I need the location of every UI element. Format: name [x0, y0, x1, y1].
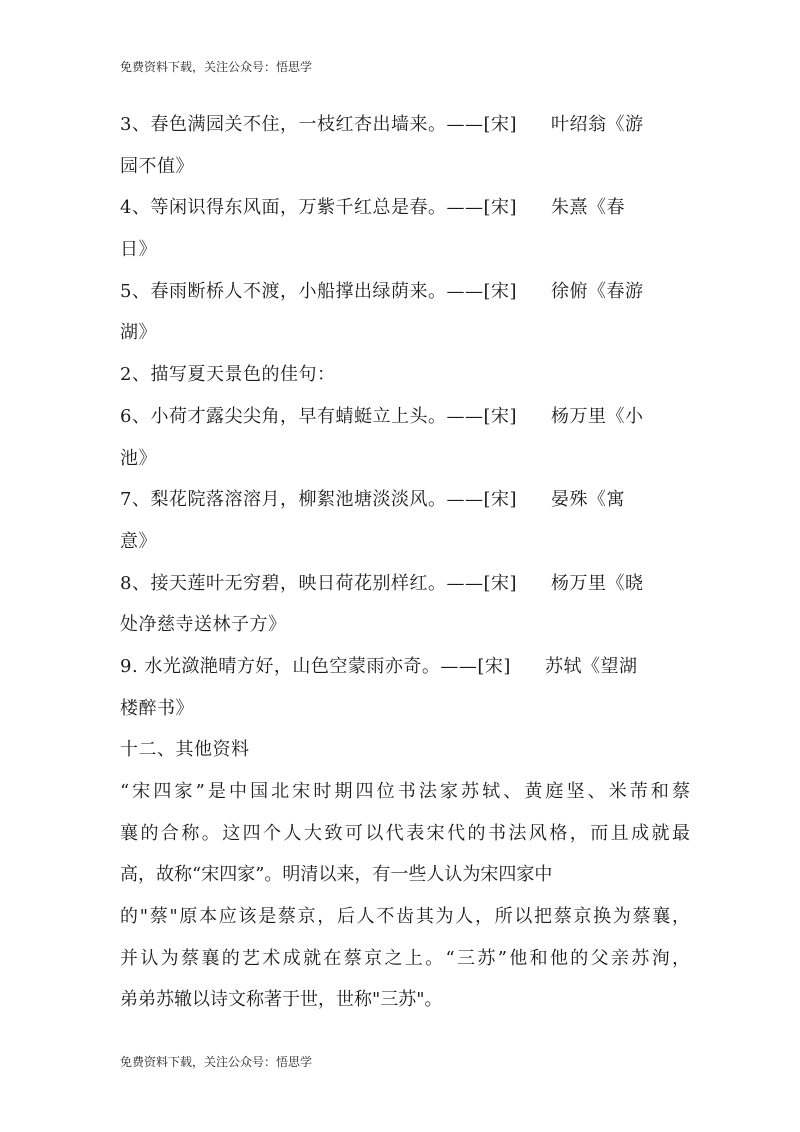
poem-line: [120, 563, 690, 605]
section-heading: 十二、其他资料: [120, 739, 250, 761]
poem-source: 徐俯《春游: [551, 280, 644, 302]
poem-line-continuation: 处净慈寺送林子方》: [120, 614, 287, 636]
poem-line-continuation: 楼醉书》: [120, 697, 194, 719]
paragraph-line: 高，故称“宋四家”。明清以来，有一些人认为宋四家中: [120, 864, 553, 886]
poem-text: 8、接天莲叶无穷碧，映日荷花别样红。——[宋]: [120, 572, 517, 594]
poem-source: 苏轼《望湖: [544, 655, 638, 677]
poem-source: 杨万里《晓: [551, 572, 644, 594]
paragraph-line: 襄的合称。这四个人大致可以代表宋代的书法风格，而且成就最: [120, 822, 690, 844]
poem-text: 4、等闲识得东风面，万紫千红总是春。——[宋]: [120, 197, 517, 219]
poem-text: 6、小荷才露尖尖角，早有蜻蜓立上头。——[宋]: [120, 405, 517, 427]
poem-line: [120, 104, 690, 146]
poem-source: 朱熹《春: [551, 197, 625, 219]
poem-line-continuation: 日》: [120, 239, 157, 261]
poem-line-continuation: 湖》: [120, 322, 157, 344]
poem-line: [120, 271, 690, 313]
paragraph-line: “宋四家”是中国北宋时期四位书法家苏轼、黄庭坚、米芾和蔡: [120, 781, 690, 802]
poem-line: [120, 396, 690, 438]
poem-line: [120, 187, 690, 229]
poem-line-continuation: 意》: [120, 530, 157, 552]
document-body: [120, 104, 690, 1021]
page-footer: 免费资料下载，关注公众号：悟思学: [120, 1055, 313, 1069]
poem-text: 5、春雨断桥人不渡，小船撑出绿荫来。——[宋]: [120, 280, 517, 302]
poem-source: 晏殊《寓: [551, 489, 625, 511]
section-subheading: 2、描写夏天景色的佳句：: [120, 364, 336, 386]
poem-source: 叶绍翁《游: [551, 114, 644, 135]
poem-text: 9. 水光潋滟晴方好，山色空蒙雨亦奇。——[宋]: [120, 655, 511, 677]
poem-line: [120, 646, 690, 688]
page-header: 免费资料下载，关注公众号：悟思学: [120, 60, 313, 74]
poem-text: 3、春色满园关不住，一枝红杏出墙来。——[宋]: [120, 114, 517, 135]
poem-source: 杨万里《小: [551, 405, 644, 427]
paragraph-line: 并认为蔡襄的艺术成就在蔡京之上。“三苏”他和他的父亲苏洵，: [120, 947, 690, 969]
poem-line: [120, 479, 690, 521]
poem-line-continuation: 池》: [120, 447, 157, 469]
paragraph-line: 的"蔡"原本应该是蔡京，后人不齿其为人，所以把蔡京换为蔡襄，: [120, 906, 690, 928]
poem-line-continuation: 园不值》: [120, 155, 194, 177]
poem-text: 7、梨花院落溶溶月，柳絮池塘淡淡风。——[宋]: [120, 489, 517, 511]
paragraph-line: 弟弟苏辙以诗文称著于世，世称"三苏"。: [120, 989, 443, 1011]
